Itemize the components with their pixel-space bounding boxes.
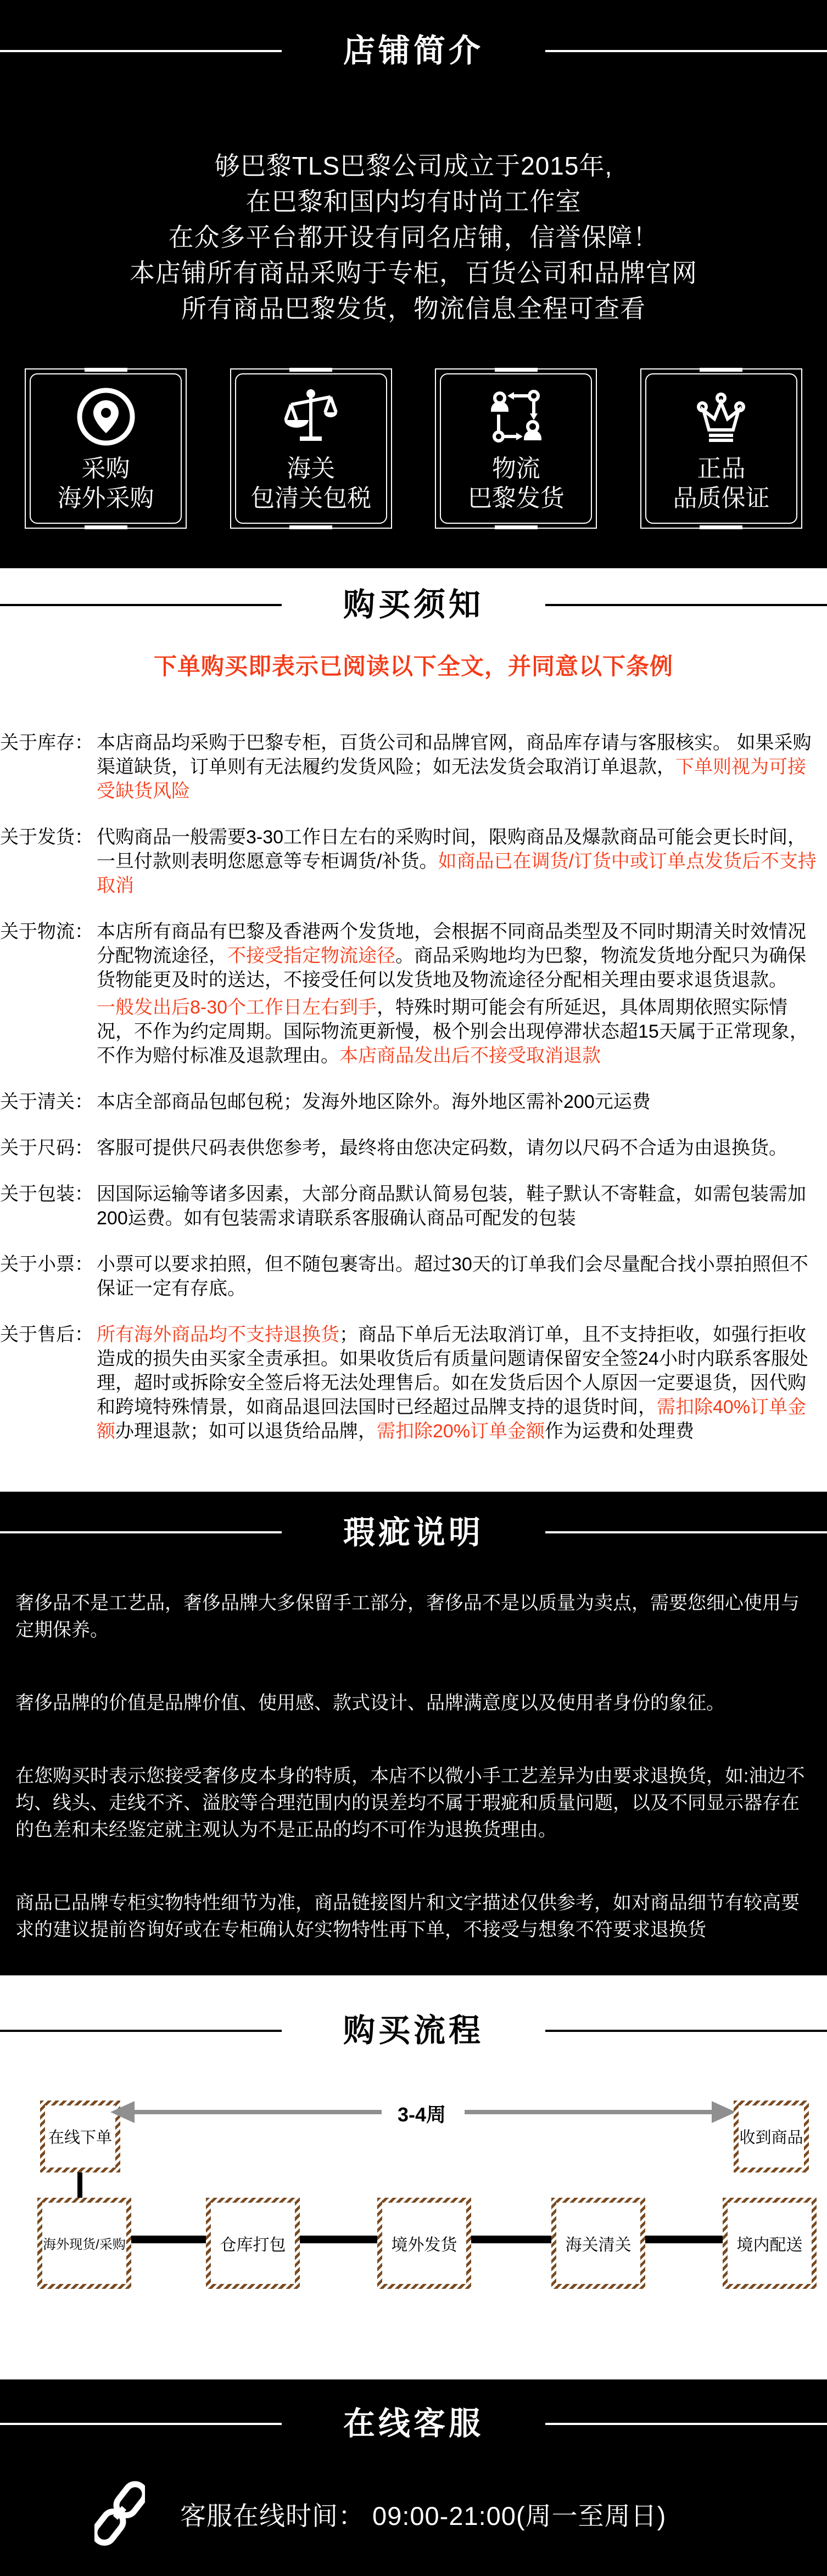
notice-item — [0, 731, 827, 803]
flow-box-label: 在线下单 — [45, 2105, 115, 2168]
notice-list — [0, 731, 827, 1443]
flow-step-3 — [377, 2198, 471, 2289]
online-service-section — [0, 2379, 827, 2576]
flow-connector-vertical — [77, 2172, 82, 2198]
title-rule-right — [545, 604, 827, 606]
service-title-row — [0, 2405, 827, 2443]
flow-step-label: 境外发货 — [382, 2203, 466, 2284]
chain-link-icon — [94, 2478, 145, 2550]
intro-line: 够巴黎TLS巴黎公司成立于2015年, — [214, 151, 613, 180]
flow-step-label: 海外现货/采购 — [42, 2203, 126, 2284]
store-intro-title: 店铺简介 — [343, 33, 484, 69]
flow-box-label: 收到商品 — [739, 2105, 804, 2168]
defect-paragraph: 奢侈品不是工艺品，奢侈品牌大多保留手工部分，奢侈品不是以质量为卖点，需要您细心使用与定期保养。 — [15, 1593, 800, 1641]
title-rule-right — [545, 1531, 827, 1533]
notice-title: 购买须知 — [343, 587, 484, 623]
purchase-flowchart — [0, 2101, 827, 2289]
notice-item-label: 关于尺码： — [0, 1137, 93, 1158]
feature-label-1: 采购 — [81, 455, 130, 482]
flow-box-order — [40, 2101, 120, 2172]
notice-title-row — [0, 586, 827, 624]
defect-paragraph: 在您购买时表示您接受奢侈皮本身的特质，本店不以微小手工艺差异为由要求退换货，如:油边不均、线头、走线不齐、溢胶等合理范围内的误差均不属于瑕疵和质量问题，以及不同显示器存在的色差和未经鉴定就主观认为不是正品的均不可作为退换货理由。 — [15, 1766, 805, 1841]
notice-subtitle: 下单购买即表示已阅读以下全文，并同意以下条例 — [153, 653, 673, 679]
title-rule-left — [0, 50, 282, 52]
scales-icon — [280, 386, 342, 447]
intro-line: 本店铺所有商品采购于专柜，百货公司和品牌官网 — [130, 258, 697, 287]
notice-paragraph: 所有海外商品均不支持退换货；商品下单后无法取消订单，且不支持拒收，如强行拒收造成的损失由买家全责承担。如果收货后有质量问题请保留安全签24小时内联系客服处理，超时或拆除安全签后将无法处理售后。如在发货后因个人原因一定要退货，因代购和跨境特殊情景，如商品退回法国时已经超过品牌支持的退货时间，需扣除40%订单金额办理退款；如可以退货给品牌，需扣除20%订单金额作为运费和处理费 — [97, 1324, 808, 1442]
notice-item-body — [97, 1090, 827, 1114]
title-rule-right — [545, 2423, 827, 2425]
title-rule-left — [0, 2030, 282, 2032]
title-rule-left — [0, 1531, 282, 1533]
flow-connector — [645, 2236, 723, 2243]
title-rule-left — [0, 604, 282, 606]
notice-paragraph: 客服可提供尺码表供您参考，最终将由您决定码数，请勿以尺码不合适为由退换货。 — [97, 1137, 787, 1158]
flow-duration: 3-4周 — [397, 2103, 446, 2126]
notice-item-body — [97, 1136, 827, 1160]
notice-item-label: 关于小票： — [0, 1253, 93, 1275]
feature-label-2: 包清关包税 — [250, 484, 372, 512]
feature-badges — [0, 368, 827, 529]
flow-connector — [300, 2236, 377, 2243]
flow-step-label: 境内配送 — [728, 2203, 812, 2284]
service-row — [94, 2478, 827, 2550]
flow-step-2 — [206, 2198, 300, 2289]
duration-arrow-left-icon — [135, 2110, 382, 2114]
intro-line: 在巴黎和国内均有时尚工作室 — [245, 187, 582, 216]
notice-item — [0, 920, 827, 1068]
crown-icon — [690, 386, 752, 447]
location-pin-icon — [75, 386, 137, 447]
store-intro-title-row — [0, 32, 827, 70]
notice-item-label: 关于物流： — [0, 921, 93, 942]
notice-item-label: 关于售后： — [0, 1324, 93, 1345]
defect-paragraph: 商品已品牌专柜实物特性细节为准，商品链接图片和文字描述仅供参考，如对商品细节有较高要求的建议提前咨询好或在专柜确认好实物特性再下单，不接受与想象不符要求退换货 — [15, 1892, 800, 1941]
notice-item-label: 关于库存： — [0, 732, 93, 753]
feature-label-1: 正品 — [697, 455, 746, 482]
defects-text — [0, 1590, 827, 1944]
notice-item — [0, 1182, 827, 1230]
notice-item — [0, 1136, 827, 1160]
store-intro-section — [0, 0, 827, 568]
intro-line: 在众多平台都开设有同名店铺，信誉保障！ — [168, 222, 659, 251]
defects-title-row — [0, 1514, 827, 1552]
flow-step-label: 仓库打包 — [211, 2203, 295, 2284]
title-rule-right — [545, 50, 827, 52]
logistics-flow-icon — [485, 386, 547, 447]
duration-arrow-right-icon — [465, 2110, 712, 2114]
notice-paragraph: 代购商品一般需要3-30工作日左右的采购时间，限购商品及爆款商品可能会更长时间，一旦付款则表明您愿意等专柜调货/补货。如商品已在调货/订货中或订单点发货后不支持取消 — [97, 826, 817, 896]
service-time-text: 客服在线时间： 09:00-21:00(周一至周日) — [180, 2501, 667, 2530]
notice-item — [0, 1252, 827, 1301]
feature-purchase — [25, 368, 187, 529]
notice-item-body — [97, 920, 827, 1068]
feature-authentic — [640, 368, 802, 529]
title-rule-left — [0, 2423, 282, 2425]
feature-label-2: 巴黎发货 — [467, 484, 565, 512]
flow-step-label: 海关清关 — [556, 2203, 640, 2284]
defects-section — [0, 1492, 827, 1976]
feature-label-2: 海外采购 — [57, 484, 154, 512]
feature-customs — [230, 368, 392, 529]
flow-connector — [131, 2236, 206, 2243]
feature-label-2: 品质保证 — [673, 484, 770, 512]
notice-item-body — [97, 1252, 827, 1301]
notice-item-label: 关于包装： — [0, 1183, 93, 1205]
notice-item-label: 关于发货： — [0, 826, 93, 848]
notice-item-body — [97, 825, 827, 898]
flow-step-5 — [723, 2198, 817, 2289]
notice-item — [0, 1090, 827, 1114]
notice-item — [0, 825, 827, 898]
notice-item-label: 关于清关： — [0, 1091, 93, 1112]
feature-logistics — [435, 368, 597, 529]
notice-item-body — [97, 1323, 827, 1443]
feature-label-1: 物流 — [491, 455, 540, 482]
notice-paragraph: 因国际运输等诸多因素，大部分商品默认简易包装，鞋子默认不寄鞋盒，如需包装需加200运费。如有包装需求请联系客服确认商品可配发的包装 — [97, 1183, 806, 1229]
notice-item-body — [97, 731, 827, 803]
purchase-notice-section — [0, 568, 827, 1492]
intro-line: 所有商品巴黎发货，物流信息全程可查看 — [181, 294, 646, 323]
notice-paragraph: 本店所有商品有巴黎及香港两个发货地，会根据不同商品类型及不同时期清关时效情况分配物流途径，不接受指定物流途径。商品采购地均为巴黎，物流发货地分配只为确保货物能更及时的送达，不接受任何以发货地及物流途径分配相关理由要求退货退款。 — [97, 921, 806, 990]
flow-step-4 — [551, 2198, 645, 2289]
notice-paragraph: 小票可以要求拍照，但不随包裹寄出。超过30天的订单我们会尽量配合找小票拍照但不保证一定有存底。 — [97, 1253, 808, 1299]
defect-paragraph: 奢侈品牌的价值是品牌价值、使用感、款式设计、品牌满意度以及使用者身份的象征。 — [15, 1693, 725, 1714]
flow-connector — [471, 2236, 551, 2243]
notice-item-body — [97, 1182, 827, 1230]
store-intro-text — [0, 148, 827, 327]
notice-paragraph: 本店商品均采购于巴黎专柜，百货公司和品牌官网，商品库存请与客服核实。 如果采购渠道缺货，订单则有无法履约发货风险；如无法发货会取消订单退款，下单则视为可接受缺货风险 — [97, 732, 812, 802]
feature-label-1: 海关 — [287, 455, 336, 482]
process-section — [0, 1975, 827, 2379]
service-title: 在线客服 — [343, 2406, 484, 2442]
process-title-row — [0, 2012, 827, 2050]
notice-item — [0, 1323, 827, 1443]
defects-title: 瑕疵说明 — [343, 1514, 484, 1550]
notice-paragraph: 一般发出后8-30个工作日左右到手，特殊时期可能会有所延迟，具体周期依照实际情况，不作为约定周期。国际物流更新慢，极个别会出现停滞状态超15天属于正常现象，不作为赔付标准及退款理由。本店商品发出后不接受取消退款 — [97, 996, 808, 1066]
process-title: 购买流程 — [343, 2013, 484, 2049]
flow-box-receive — [734, 2101, 809, 2172]
notice-paragraph: 本店全部商品包邮包税；发海外地区除外。海外地区需补200元运费 — [97, 1091, 651, 1112]
flow-step-1 — [37, 2198, 131, 2289]
title-rule-right — [545, 2030, 827, 2032]
